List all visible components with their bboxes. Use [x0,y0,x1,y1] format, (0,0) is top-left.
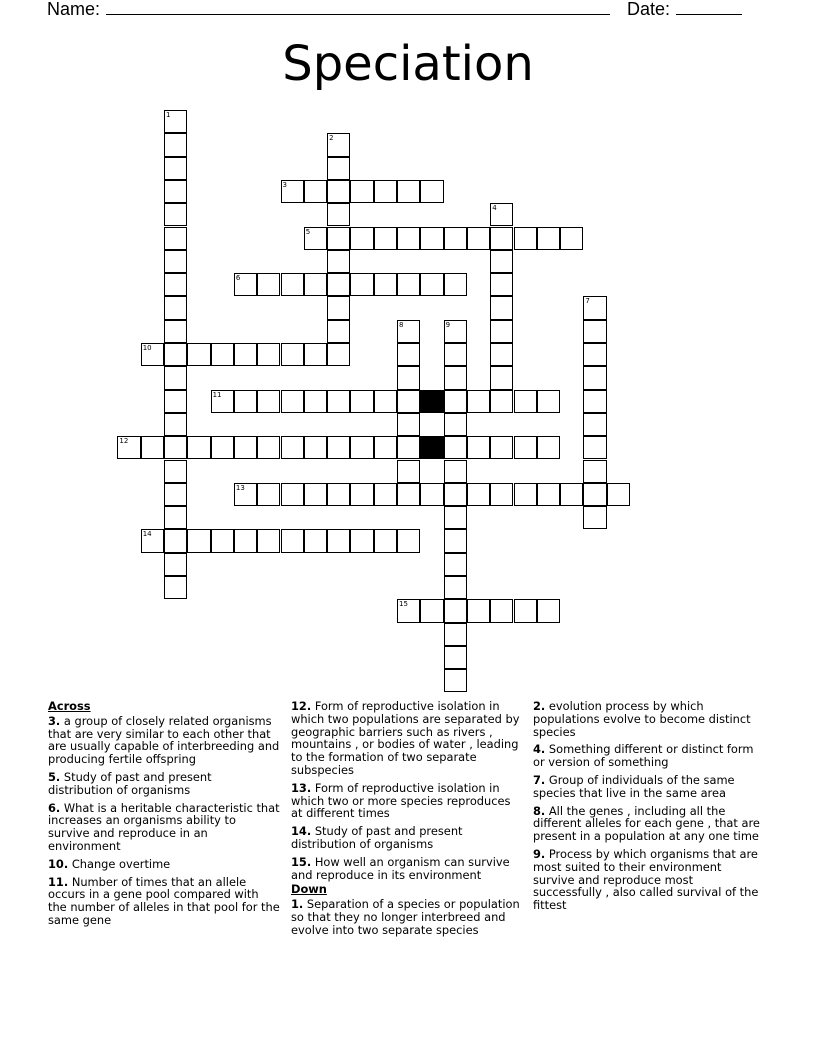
clue-number-label: 4 [492,204,497,213]
crossword-cell[interactable] [467,599,490,622]
crossword-cell[interactable] [281,436,304,459]
crossword-cell[interactable] [490,343,513,366]
crossword-cell[interactable] [164,553,187,576]
clue-across-6 [48,802,280,853]
crossword-cell[interactable] [304,180,327,203]
crossword-cell[interactable] [444,669,467,692]
crossword-cell[interactable] [420,273,443,296]
crossword-cell[interactable] [327,273,350,296]
clue-across-15 [291,856,523,882]
crossword-cell[interactable] [537,483,560,506]
clue-across-3 [48,715,280,766]
crossword-cell[interactable] [490,436,513,459]
clue-number: 4. [533,742,546,757]
crossword-cell[interactable] [467,390,490,413]
crossword-cell[interactable] [164,157,187,180]
crossword-cell[interactable] [490,273,513,296]
crossword-cell[interactable] [490,320,513,343]
crossword-cell[interactable] [327,529,350,552]
crossword-cell[interactable] [350,436,373,459]
crossword-cell[interactable] [583,366,606,389]
clue-number-label: 3 [282,180,287,189]
crossword-cell[interactable] [583,296,606,319]
crossword-cell[interactable] [327,320,350,343]
clue-text: What is a heritable characteristic that increases an organisms ability to survive and reproduce in an environment [48,800,280,853]
crossword-cell[interactable] [467,436,490,459]
crossword-cell[interactable] [444,343,467,366]
clue-number: 9. [533,846,546,861]
clue-down-8 [533,805,765,843]
clue-down-9 [533,848,765,912]
clue-number-label: 2 [329,134,334,143]
crossword-cell[interactable] [234,529,257,552]
crossword-cell[interactable] [397,366,420,389]
crossword-cell[interactable] [164,227,187,250]
crossword-cell[interactable] [350,529,373,552]
crossword-cell[interactable] [164,273,187,296]
crossword-cell[interactable] [164,203,187,226]
crossword-cell[interactable] [164,413,187,436]
crossword-cell[interactable] [187,436,210,459]
crossword-cell[interactable] [397,320,420,343]
crossword-cell[interactable] [397,273,420,296]
crossword-cell[interactable] [583,413,606,436]
crossword-cell[interactable] [444,413,467,436]
crossword-cell[interactable] [583,436,606,459]
crossword-cell[interactable] [490,390,513,413]
down-heading: Down [291,882,327,897]
clue-text: Form of reproductive isolation in which two or more species reproduces at different times [291,780,511,821]
crossword-cell[interactable] [420,180,443,203]
crossword-cell[interactable] [444,390,467,413]
crossword-cell[interactable] [420,390,443,413]
clue-text: Something different or distinct form or version of something [533,742,754,770]
clue-column-2 [291,700,523,942]
crossword-cell[interactable] [234,483,257,506]
crossword-cell[interactable] [397,343,420,366]
crossword-cell[interactable] [397,180,420,203]
crossword-cell[interactable] [304,529,327,552]
clue-number-label: 5 [305,227,311,236]
crossword-cell[interactable] [420,227,443,250]
clue-across-5 [48,771,280,797]
crossword-cell[interactable] [374,390,397,413]
crossword-cell[interactable] [164,110,187,133]
crossword-cell[interactable] [164,506,187,529]
crossword-cell[interactable] [304,343,327,366]
crossword-cell[interactable] [164,296,187,319]
clue-column-3 [533,700,765,917]
crossword-cell[interactable] [397,436,420,459]
clue-number: 7. [533,772,546,787]
crossword-cell[interactable] [444,553,467,576]
crossword-cell[interactable] [397,390,420,413]
crossword-cell[interactable] [327,436,350,459]
crossword-cell[interactable] [397,227,420,250]
clue-across-13 [291,782,523,820]
clue-number: 1. [291,897,304,912]
crossword-cell[interactable] [281,343,304,366]
crossword-cell[interactable] [560,227,583,250]
crossword-cell[interactable] [583,343,606,366]
clue-down-7 [533,774,765,800]
crossword-cell[interactable] [234,436,257,459]
crossword-cell[interactable] [350,390,373,413]
crossword-cell[interactable] [327,227,350,250]
crossword-cell[interactable] [327,390,350,413]
crossword-cell[interactable] [537,436,560,459]
crossword-cell[interactable] [304,483,327,506]
crossword-cell[interactable] [444,646,467,669]
crossword-cell[interactable] [281,390,304,413]
crossword-cell[interactable] [350,227,373,250]
crossword-cell[interactable] [420,483,443,506]
clue-number: 15. [291,854,312,869]
clue-down-2 [533,700,765,738]
crossword-cell[interactable] [304,227,327,250]
crossword-cell[interactable] [141,529,164,552]
crossword-cell[interactable] [257,343,280,366]
clue-down-4 [533,743,765,769]
crossword-cell[interactable] [281,273,304,296]
clue-text: Group of individuals of the same species that live in the same area [533,772,735,800]
across-heading: Across [48,699,91,713]
crossword-cell[interactable] [444,599,467,622]
crossword-cell[interactable] [350,180,373,203]
crossword-cell[interactable] [327,483,350,506]
crossword-cell[interactable] [164,366,187,389]
date-label: Date: [627,0,671,19]
clue-across-10 [48,858,280,871]
crossword-cell[interactable] [327,343,350,366]
clue-number: 6. [48,800,61,815]
crossword-cell[interactable] [467,483,490,506]
crossword-cell[interactable] [583,460,606,483]
crossword-cell[interactable] [281,180,304,203]
clue-number: 13. [291,780,312,795]
crossword-cell[interactable] [537,599,560,622]
crossword-cell[interactable] [560,483,583,506]
crossword-cell[interactable] [420,436,443,459]
clue-text: Separation of a species or population so that they no longer interbreed and evolve into two separate species [291,897,520,937]
clue-across-14 [291,825,523,851]
clue-down-1 [291,898,523,936]
page-title: Speciation [282,36,534,92]
crossword-cell[interactable] [583,483,606,506]
clue-number: 8. [533,803,546,818]
crossword-cell[interactable] [257,273,280,296]
crossword-cell[interactable] [490,296,513,319]
crossword-cell[interactable] [164,343,187,366]
crossword-cell[interactable] [514,227,537,250]
crossword-cell[interactable] [607,483,630,506]
crossword-cell[interactable] [514,599,537,622]
crossword-cell[interactable] [327,180,350,203]
crossword-cell[interactable] [374,436,397,459]
crossword-cell[interactable] [444,460,467,483]
clue-text: Process by which organisms that are most suited to their environment survive and reproduce most successfully , also called survival of the fittest [533,846,759,913]
crossword-cell[interactable] [281,529,304,552]
crossword-cell[interactable] [444,576,467,599]
clue-number-label: 12 [119,437,129,446]
crossword-cell[interactable] [444,483,467,506]
crossword-cell[interactable] [397,483,420,506]
crossword-cell[interactable] [397,413,420,436]
crossword-cell[interactable] [327,203,350,226]
crossword-cell[interactable] [304,273,327,296]
crossword-cell[interactable] [444,436,467,459]
crossword-cell[interactable] [583,320,606,343]
crossword-cell[interactable] [444,366,467,389]
crossword-cell[interactable] [234,273,257,296]
crossword-cell[interactable] [444,320,467,343]
crossword-cell[interactable] [350,483,373,506]
crossword-cell[interactable] [467,227,490,250]
crossword-cell[interactable] [490,227,513,250]
clue-across-12 [291,700,523,777]
clue-number-label: 7 [585,297,590,306]
crossword-cell[interactable] [327,296,350,319]
clue-number-label: 14 [142,530,152,539]
crossword-cell[interactable] [490,203,513,226]
crossword-cell[interactable] [187,529,210,552]
clue-text: Change overtime [71,856,171,871]
clue-number-label: 8 [399,320,404,329]
crossword-cell[interactable] [257,529,280,552]
clue-number-label: 13 [235,483,245,492]
crossword-cell[interactable] [583,390,606,413]
crossword-cell[interactable] [257,436,280,459]
clue-text: a group of closely related organisms that are very similar to each other that are usually capable of interbreeding and producing fertile offspring [48,713,280,767]
clue-list [48,700,768,960]
crossword-cell[interactable] [257,483,280,506]
clue-number: 12. [291,699,312,713]
crossword-cell[interactable] [490,599,513,622]
crossword-cell[interactable] [187,343,210,366]
crossword-cell[interactable] [537,390,560,413]
crossword-cell[interactable] [397,529,420,552]
crossword-cell[interactable] [211,343,234,366]
clue-text: How well an organism can survive and reproduce in its environment [291,854,510,882]
crossword-cell[interactable] [444,529,467,552]
crossword-cell[interactable] [374,273,397,296]
crossword-cell[interactable] [211,529,234,552]
crossword-cell[interactable] [327,157,350,180]
crossword-cell[interactable] [350,273,373,296]
crossword-cell[interactable] [164,180,187,203]
clue-number-label: 15 [399,600,408,609]
crossword-cell[interactable] [141,436,164,459]
crossword-cell[interactable] [444,623,467,646]
crossword-cell[interactable] [164,320,187,343]
crossword-cell[interactable] [141,343,164,366]
crossword-cell[interactable] [211,390,234,413]
crossword-cell[interactable] [327,250,350,273]
crossword-cell[interactable] [164,576,187,599]
clue-number-label: 6 [235,274,241,283]
crossword-cell[interactable] [257,390,280,413]
clue-number-label: 10 [142,344,152,352]
crossword-cell[interactable] [444,506,467,529]
crossword-cell[interactable] [514,436,537,459]
crossword-cell[interactable] [164,529,187,552]
crossword-cell[interactable] [490,483,513,506]
crossword-cell[interactable] [514,483,537,506]
crossword-cell[interactable] [117,436,140,459]
clue-number: 11. [48,874,69,889]
clue-across-11 [48,876,280,927]
crossword-cell[interactable] [374,483,397,506]
crossword-cell[interactable] [583,506,606,529]
crossword-cell[interactable] [164,483,187,506]
crossword-cell[interactable] [281,483,304,506]
crossword-cell[interactable] [304,436,327,459]
crossword-cell[interactable] [164,436,187,459]
clue-number: 14. [291,824,312,839]
crossword-cell[interactable] [397,460,420,483]
crossword-cell[interactable] [374,227,397,250]
crossword-cell[interactable] [397,599,420,622]
crossword-cell[interactable] [164,250,187,273]
clue-number: 5. [48,769,61,784]
clue-text: Study of past and present distribution of organisms [291,824,463,851]
crossword-cell[interactable] [164,460,187,483]
clue-number-label: 1 [166,111,171,119]
clue-text: evolution process by which populations evolve to become distinct species [533,699,751,739]
clue-number: 2. [533,699,546,713]
clue-number: 3. [48,713,61,728]
crossword-cell[interactable] [490,250,513,273]
crossword-cell[interactable] [444,227,467,250]
crossword-cell[interactable] [327,133,350,156]
crossword-cell[interactable] [514,390,537,413]
clue-column-1 [48,700,280,932]
clue-number-label: 11 [212,390,222,399]
crossword-cell[interactable] [374,180,397,203]
crossword-cell[interactable] [234,390,257,413]
crossword-cell[interactable] [537,227,560,250]
crossword-cell[interactable] [490,366,513,389]
crossword-cell[interactable] [444,273,467,296]
clue-number-label: 9 [445,320,451,329]
crossword-cell[interactable] [164,133,187,156]
clue-text: Number of times that an allele occurs in a gene pool compared with the number of alleles in that pool for the same gene [48,874,280,927]
clue-text: All the genes , including all the different alleles for each gene , that are present in a population at any one time [533,803,760,844]
crossword-cell[interactable] [374,529,397,552]
clue-text: Form of reproductive isolation in which two populations are separated by geographic barriers such as rivers , mountains , or bodies of water , leading to the formation of two separate subspecies [291,699,520,777]
clue-text: Study of past and present distribution of organisms [48,769,212,797]
crossword-cell[interactable] [420,599,443,622]
crossword-cell[interactable] [211,436,234,459]
crossword-cell[interactable] [164,390,187,413]
crossword-cell[interactable] [304,390,327,413]
clue-number: 10. [48,856,69,871]
crossword-cell[interactable] [234,343,257,366]
name-label: Name: [47,0,101,19]
